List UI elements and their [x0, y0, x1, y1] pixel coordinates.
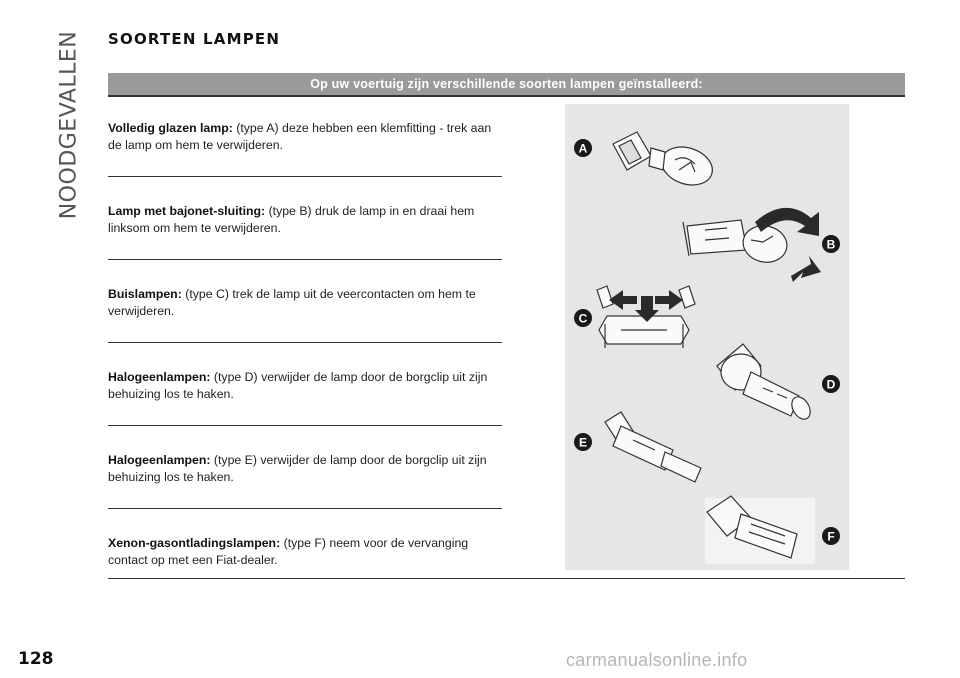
badge-a — [574, 139, 592, 157]
section-tab-label: NOODGEVALLEN — [56, 30, 82, 220]
divider — [108, 508, 502, 509]
text-column — [108, 120, 502, 591]
badge-f — [822, 527, 840, 545]
paragraph-type-a — [108, 120, 502, 176]
badge-d-label: D — [826, 377, 836, 392]
paragraph-text: (type D) verwijder de lamp door de borgclip uit zijn behuizing los te haken. — [108, 370, 488, 401]
paragraph-text: (type B) druk de lamp in en draai hem linksom om hem te verwijderen. — [108, 204, 475, 235]
badge-c-label: C — [578, 311, 588, 326]
divider — [108, 259, 502, 260]
bottom-rule — [108, 578, 905, 579]
section-tab — [56, 30, 82, 220]
paragraph-term: Xenon-gasontladingslampen: — [108, 536, 281, 550]
paragraph-type-e — [108, 452, 502, 508]
badge-b — [822, 235, 840, 253]
paragraph-type-c — [108, 286, 502, 342]
header-band: Op uw voertuig zijn verschillende soorten lampen geïnstalleerd: — [108, 73, 905, 97]
badge-a-label: A — [578, 141, 588, 156]
divider — [108, 425, 502, 426]
pull-left-arrow-icon — [609, 290, 637, 310]
lamp-illustration — [565, 104, 849, 570]
paragraph-type-d — [108, 369, 502, 425]
lamp-b-illustration — [683, 220, 790, 266]
page-number: 128 — [18, 649, 54, 669]
lamp-f-illustration — [705, 496, 815, 564]
push-arrow-icon — [791, 256, 821, 282]
pull-right-arrow-icon — [655, 290, 683, 310]
badge-d — [822, 375, 840, 393]
lamp-e-illustration — [605, 412, 701, 482]
badge-e — [574, 433, 592, 451]
paragraph-term: Lamp met bajonet-sluiting: — [108, 204, 266, 218]
badge-c — [574, 309, 592, 327]
badge-f-label: F — [827, 529, 835, 544]
badge-e-label: E — [578, 435, 588, 450]
paragraph-type-b — [108, 203, 502, 259]
lamp-d-illustration — [717, 344, 814, 422]
section-title: SOORTEN LAMPEN — [108, 30, 281, 48]
paragraph-text: (type A) deze hebben een klemfitting - trek aan de lamp om hem te verwijderen. — [108, 121, 492, 152]
divider — [108, 342, 502, 343]
paragraph-term: Halogeenlampen: — [108, 370, 211, 384]
lamp-types-figure — [565, 104, 849, 570]
badge-b-label: B — [826, 237, 836, 252]
paragraph-term: Halogeenlampen: — [108, 453, 211, 467]
paragraph-text: (type C) trek de lamp uit de veercontacten om hem te verwijderen. — [108, 287, 476, 318]
paragraph-text: (type E) verwijder de lamp door de borgclip uit zijn behuizing los te haken. — [108, 453, 487, 484]
lamp-a-illustration — [613, 132, 717, 191]
paragraph-term: Buislampen: — [108, 287, 182, 301]
paragraph-type-f — [108, 535, 502, 591]
paragraph-term: Volledig glazen lamp: — [108, 121, 233, 135]
paragraph-text: (type F) neem voor de vervanging contact op met een Fiat-dealer. — [108, 536, 469, 567]
watermark: carmanualsonline.info — [566, 650, 748, 670]
divider — [108, 176, 502, 177]
